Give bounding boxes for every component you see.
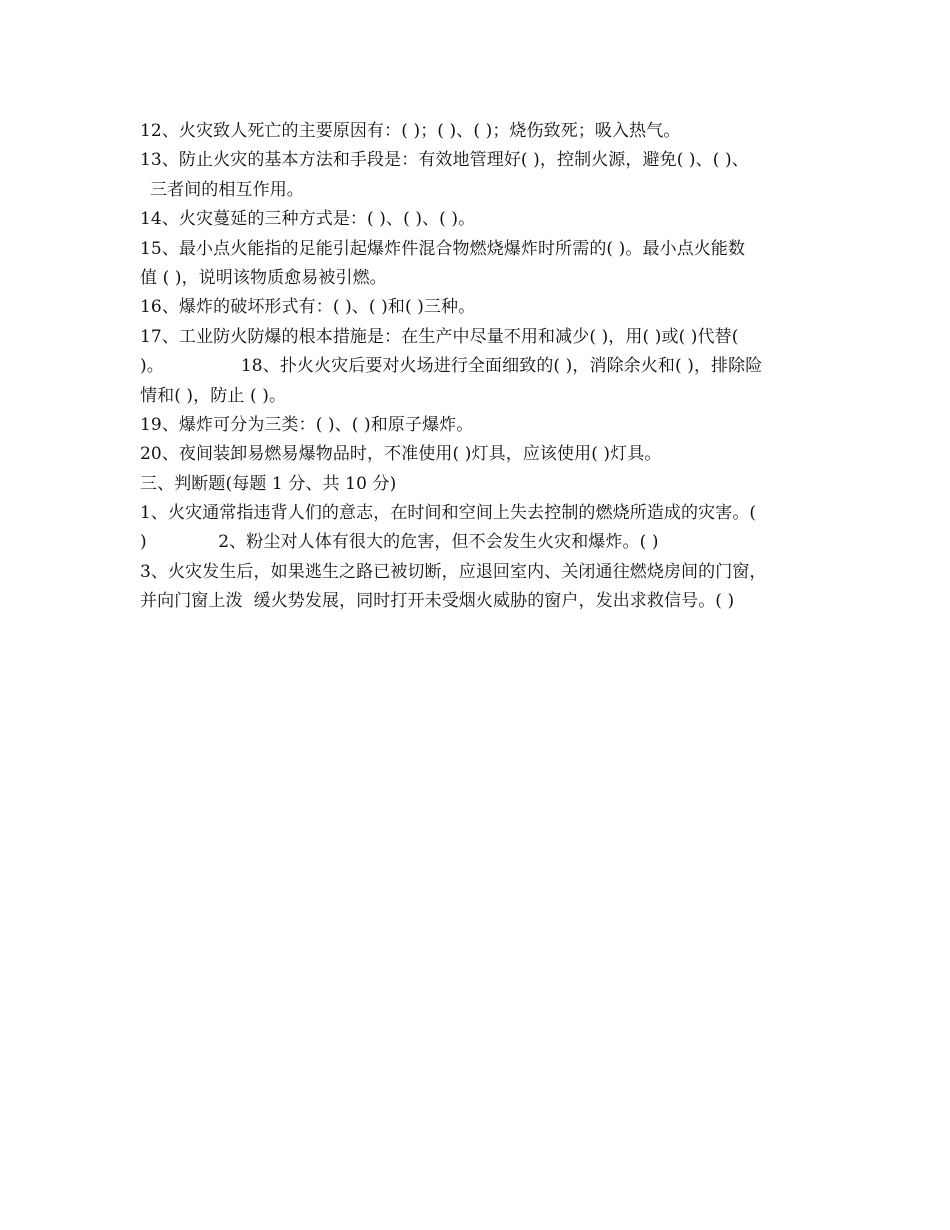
question-17: 17、工业防火防爆的根本措施是：在生产中尽量不用和减少( )，用( )或( )代替( bbox=[140, 326, 739, 347]
judgment-1-2: ) 2、粉尘对人体有很大的危害，但不会发生火灾和爆炸。( ) bbox=[140, 532, 659, 553]
judgment-3-continued: 并向门窗上泼 缓火势发展，同时打开未受烟火威胁的窗户，发出求救信号。( ) bbox=[140, 591, 735, 612]
question-20: 20、夜间装卸易燃易爆物品时，不准使用( )灯具，应该使用( )灯具。 bbox=[140, 444, 662, 465]
question-15: 15、最小点火能指的足能引起爆炸件混合物燃烧爆炸时所需的( )。最小点火能数 bbox=[140, 238, 746, 259]
question-13-continued: 三者间的相互作用。 bbox=[150, 179, 304, 200]
judgment-1: 1、火灾通常指违背人们的意志，在时间和空间上失去控制的燃烧所造成的灾害。( bbox=[140, 503, 757, 524]
question-14: 14、火灾蔓延的三种方式是：( )、( )、( )。 bbox=[140, 209, 476, 230]
judgment-3: 3、火灾发生后，如果逃生之路已被切断，应退回室内、关闭通往燃烧房间的门窗， bbox=[140, 561, 767, 582]
question-15-continued: 值 ( )，说明该物质愈易被引燃。 bbox=[140, 267, 387, 288]
question-12: 12、火灾致人死亡的主要原因有：( )；( )、( )；烧伤致死；吸入热气。 bbox=[140, 121, 681, 141]
document-body bbox=[140, 117, 830, 617]
question-18-continued: 情和( )，防止 ( )。 bbox=[140, 385, 287, 406]
section-heading-true-false: 三、判断题(每题 1 分、共 10 分) bbox=[140, 473, 397, 494]
question-19: 19、爆炸可分为三类：( )、( )和原子爆炸。 bbox=[140, 414, 474, 435]
question-16: 16、爆炸的破坏形式有：( )、( )和( )三种。 bbox=[140, 297, 476, 318]
question-17-18: )。 18、扑火火灾后要对火场进行全面细致的( )，消除余火和( )，排除险 bbox=[140, 356, 763, 377]
question-13: 13、防止火灾的基本方法和手段是：有效地管理好( )，控制火源，避免( )、( )、 bbox=[140, 150, 749, 171]
